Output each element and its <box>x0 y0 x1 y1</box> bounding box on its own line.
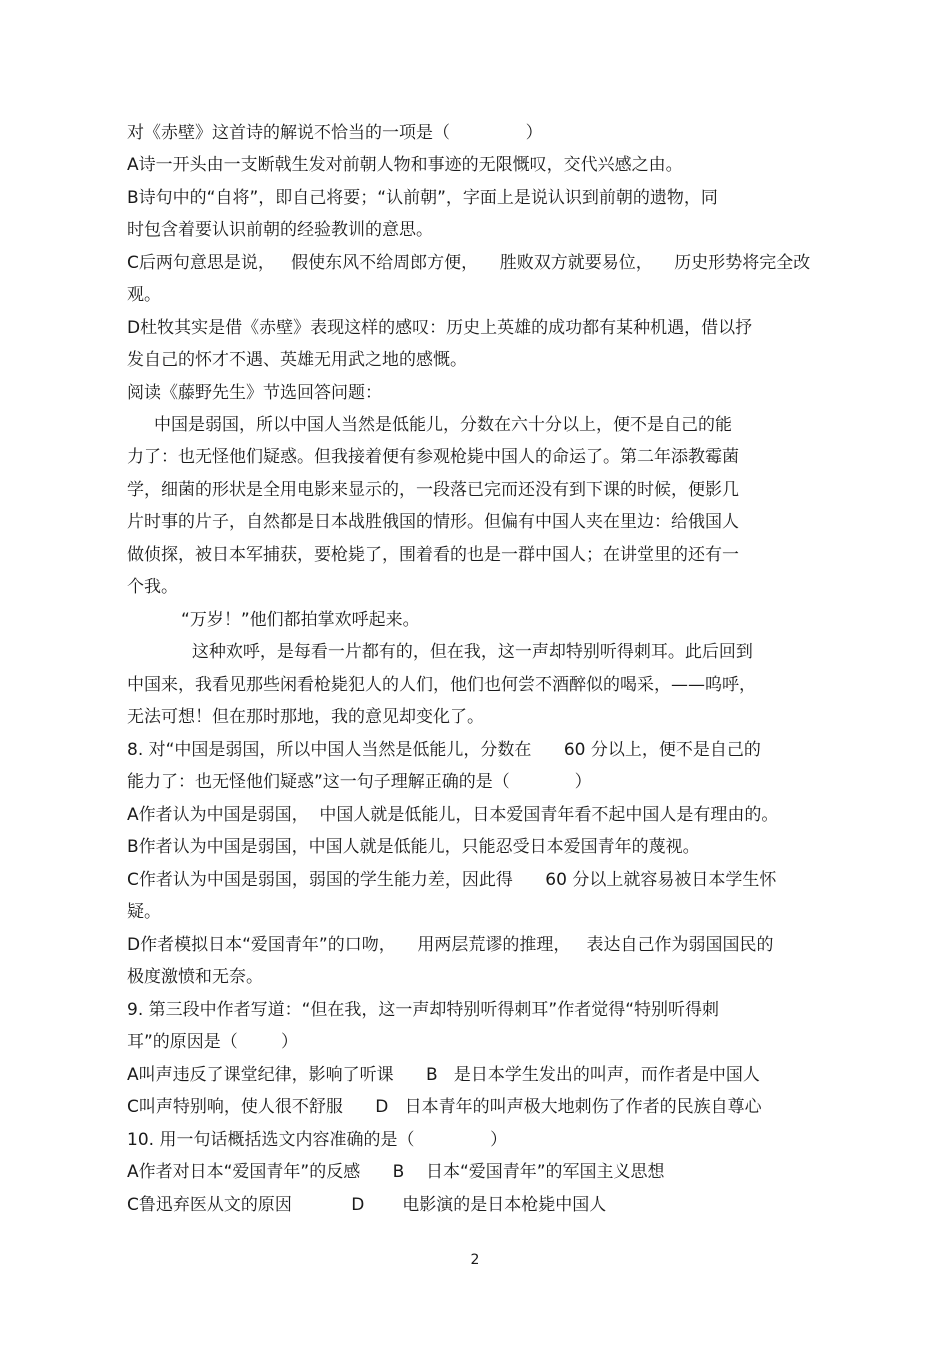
text-line: 时包含着要认识前朝的经验教训的意思。 <box>127 220 433 240</box>
text-line: 10. 用一句话概括选文内容准确的是（ ） <box>127 1130 508 1150</box>
text-line: “万岁！”他们都拍掌欢呼起来。 <box>127 610 420 630</box>
text-line: 学，细菌的形状是全用电影来显示的，一段落已完而还没有到下课的时候，便影几 <box>127 480 739 500</box>
text-line: C后两句意思是说， 假使东风不给周郎方便， 胜败双方就要易位， 历史形势将完全改 <box>127 253 811 273</box>
text-line: 中国是弱国，所以中国人当然是低能儿，分数在六十分以上，便不是自己的能 <box>127 415 733 435</box>
text-line: 个我。 <box>127 577 178 597</box>
text-line: C作者认为中国是弱国，弱国的学生能力差，因此得 60 分以上就容易被日本学生怀 <box>127 870 777 890</box>
text-line: 无法可想！但在那时那地，我的意见却变化了。 <box>127 707 484 727</box>
text-line: D杜牧其实是借《赤壁》表现这样的感叹：历史上英雄的成功都有某种机遇，借以抒 <box>127 318 753 338</box>
text-line: B作者认为中国是弱国，中国人就是低能儿，只能忍受日本爱国青年的蔑视。 <box>127 837 700 857</box>
text-line: A作者认为中国是弱国， 中国人就是低能儿，日本爱国青年看不起中国人是有理由的。 <box>127 805 779 825</box>
text-line: C叫声特别响，使人很不舒服 D 日本青年的叫声极大地刺伤了作者的民族自尊心 <box>127 1097 762 1117</box>
text-line: A作者对日本“爱国青年”的反感 B 日本“爱国青年”的军国主义思想 <box>127 1162 665 1182</box>
text-line: 8. 对“中国是弱国，所以中国人当然是低能儿，分数在 60 分以上，便不是自己的 <box>127 740 761 760</box>
text-line: 耳”的原因是（ ） <box>127 1032 299 1052</box>
text-line: A诗一开头由一支断戟生发对前朝人物和事迹的无限慨叹，交代兴感之由。 <box>127 155 683 175</box>
text-line: 发自己的怀才不遇、英雄无用武之地的感慨。 <box>127 350 467 370</box>
text-line: A叫声违反了课堂纪律，影响了听课 B 是日本学生发出的叫声，而作者是中国人 <box>127 1065 760 1085</box>
text-line: D作者模拟日本“爱国青年”的口吻， 用两层荒谬的推理， 表达自己作为弱国国民的 <box>127 935 774 955</box>
text-line: 力了：也无怪他们疑惑。但我接着便有参观枪毙中国人的命运了。第二年添教霉菌 <box>127 447 739 467</box>
text-line: 片时事的片子，自然都是日本战胜俄国的情形。但偏有中国人夹在里边：给俄国人 <box>127 512 739 532</box>
text-line: 极度激愤和无奈。 <box>127 967 263 987</box>
text-line: 对《赤壁》这首诗的解说不恰当的一项是（ ） <box>127 123 543 143</box>
text-line: 做侦探，被日本军捕获，要枪毙了，围着看的也是一群中国人；在讲堂里的还有一 <box>127 545 739 565</box>
text-line: 疑。 <box>127 902 161 922</box>
text-line: 9. 第三段中作者写道：“但在我，这一声却特别听得刺耳”作者觉得“特别听得刺 <box>127 1000 720 1020</box>
text-line: 能力了：也无怪他们疑惑”这一句子理解正确的是（ ） <box>127 772 592 792</box>
text-line: B诗句中的“自将”，即自己将要；“认前朝”，字面上是说认识到前朝的遗物，同 <box>127 188 718 208</box>
text-line: 这种欢呼，是每看一片都有的，但在我，这一声却特别听得刺耳。此后回到 <box>127 642 753 662</box>
text-line: C鲁迅弃医从文的原因 D 电影演的是日本枪毙中国人 <box>127 1195 607 1215</box>
text-line: 阅读《藤野先生》节选回答问题： <box>127 383 382 403</box>
text-line: 观。 <box>127 285 161 305</box>
page-number: 2 <box>470 1252 480 1268</box>
text-line: 中国来，我看见那些闲看枪毙犯人的人们，他们也何尝不酒醉似的喝采，——呜呼， <box>127 675 756 695</box>
